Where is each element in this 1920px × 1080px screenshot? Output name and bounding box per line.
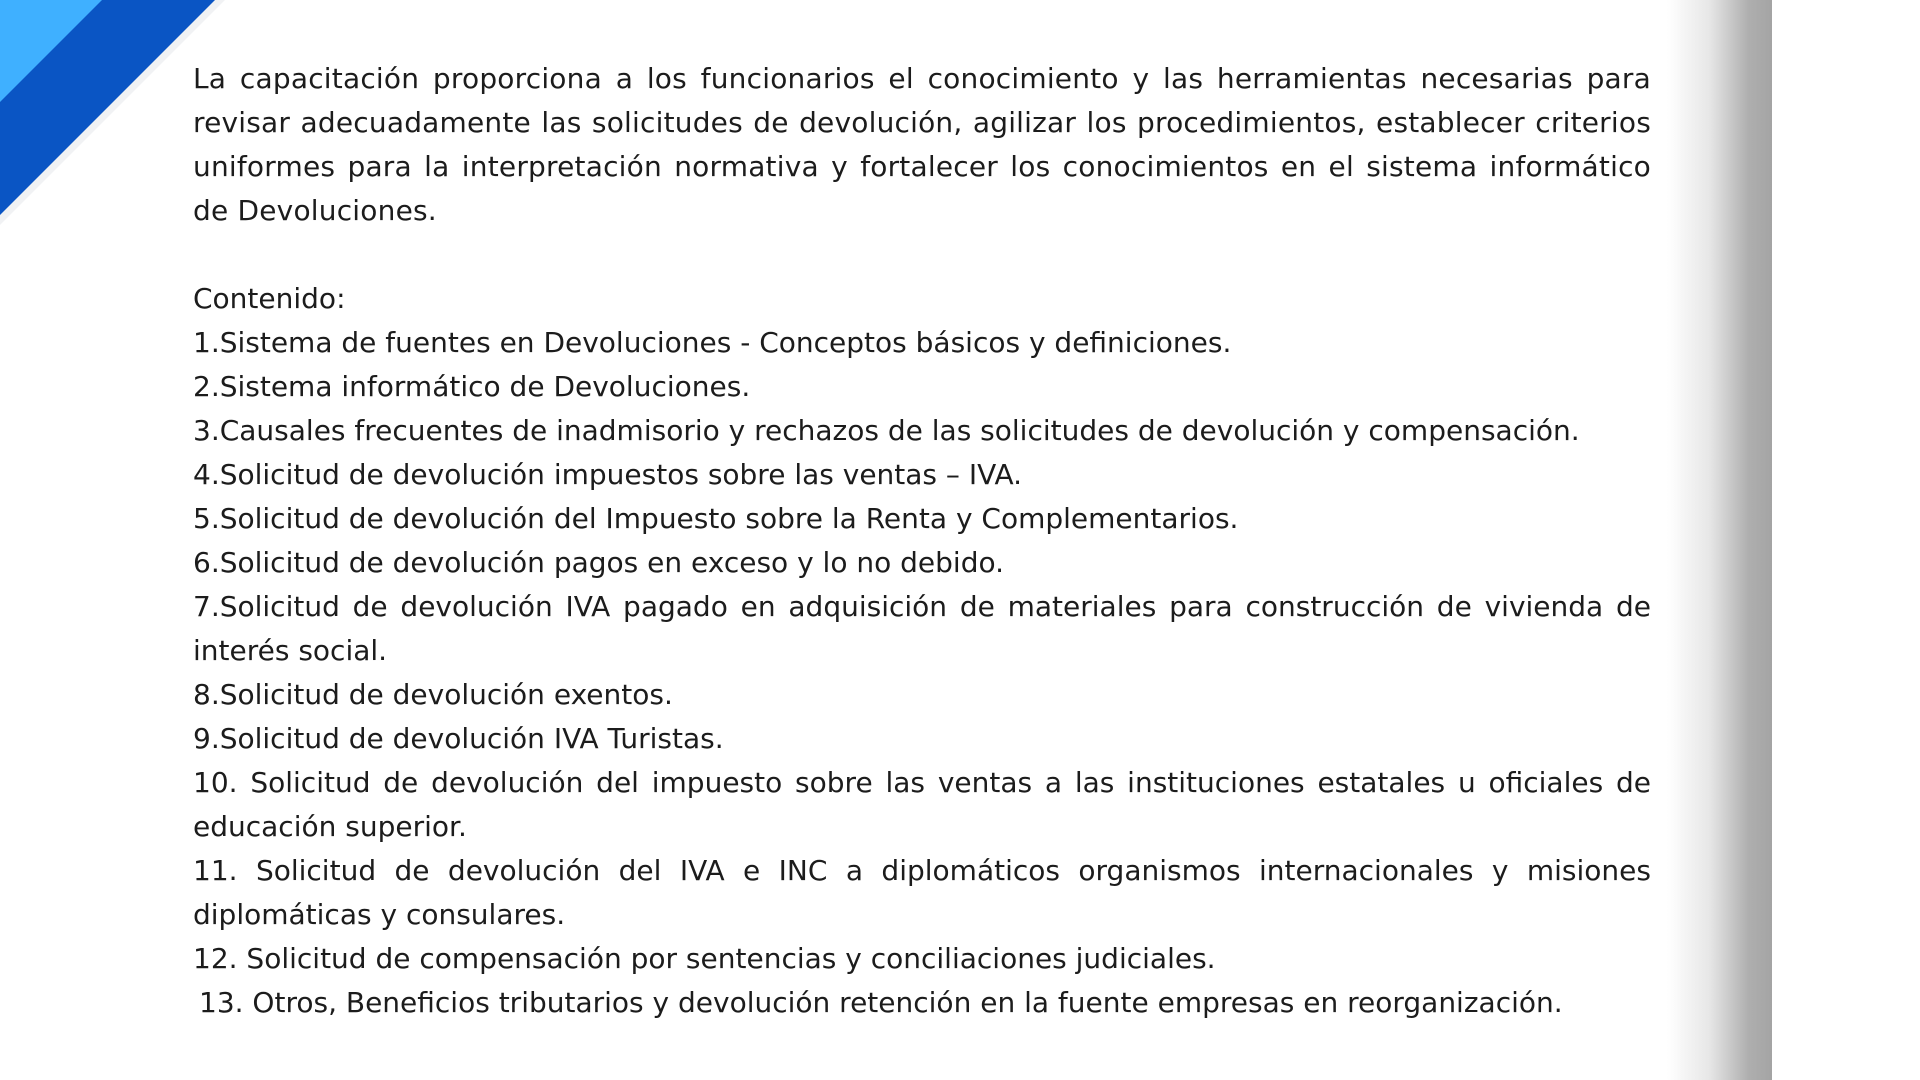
list-item: 10. Solicitud de devolución del impuesto sobre las ventas a las instituciones estatales u oficiales de educación superior. <box>193 766 1651 843</box>
list-item: 8.Solicitud de devolución exentos. <box>193 678 673 711</box>
page-edge-shadow <box>1667 0 1772 1080</box>
list-item: 5.Solicitud de devolución del Impuesto sobre la Renta y Complementarios. <box>193 502 1239 535</box>
list-item: 7.Solicitud de devolución IVA pagado en adquisición de materiales para construcción de vivienda de interés social. <box>193 590 1651 667</box>
contents-heading: Contenido: <box>193 282 346 315</box>
list-item: 9.Solicitud de devolución IVA Turistas. <box>193 722 724 755</box>
list-item: 3.Causales frecuentes de inadmisorio y rechazos de las solicitudes de devolución y compensación. <box>193 414 1580 447</box>
list-item: 11. Solicitud de devolución del IVA e INC a diplomáticos organismos internacionales y misiones diplomáticas y consulares. <box>193 854 1651 931</box>
contents-list <box>193 321 1651 1025</box>
list-item: 6.Solicitud de devolución pagos en exceso y lo no debido. <box>193 546 1005 579</box>
list-item: 1.Sistema de fuentes en Devoluciones - Conceptos básicos y definiciones. <box>193 326 1232 359</box>
list-item: 13. Otros, Beneficios tributarios y devolución retención en la fuente empresas en reorganización. <box>199 986 1563 1019</box>
paragraph-spacer <box>193 233 1651 277</box>
list-item: 2.Sistema informático de Devoluciones. <box>193 370 751 403</box>
document-body <box>193 57 1651 1025</box>
right-margin <box>1772 0 1920 1080</box>
list-item: 4.Solicitud de devolución impuestos sobre las ventas – IVA. <box>193 458 1023 491</box>
intro-paragraph: La capacitación proporciona a los funcionarios el conocimiento y las herramientas necesarias para revisar adecuadamente las solicitudes de devolución, agilizar los procedimientos, establecer criterios uniformes para la interpretación normativa y fortalecer los conocimientos en el sistema informático de Devoluciones. <box>193 62 1651 227</box>
list-item: 12. Solicitud de compensación por sentencias y conciliaciones judiciales. <box>193 942 1216 975</box>
